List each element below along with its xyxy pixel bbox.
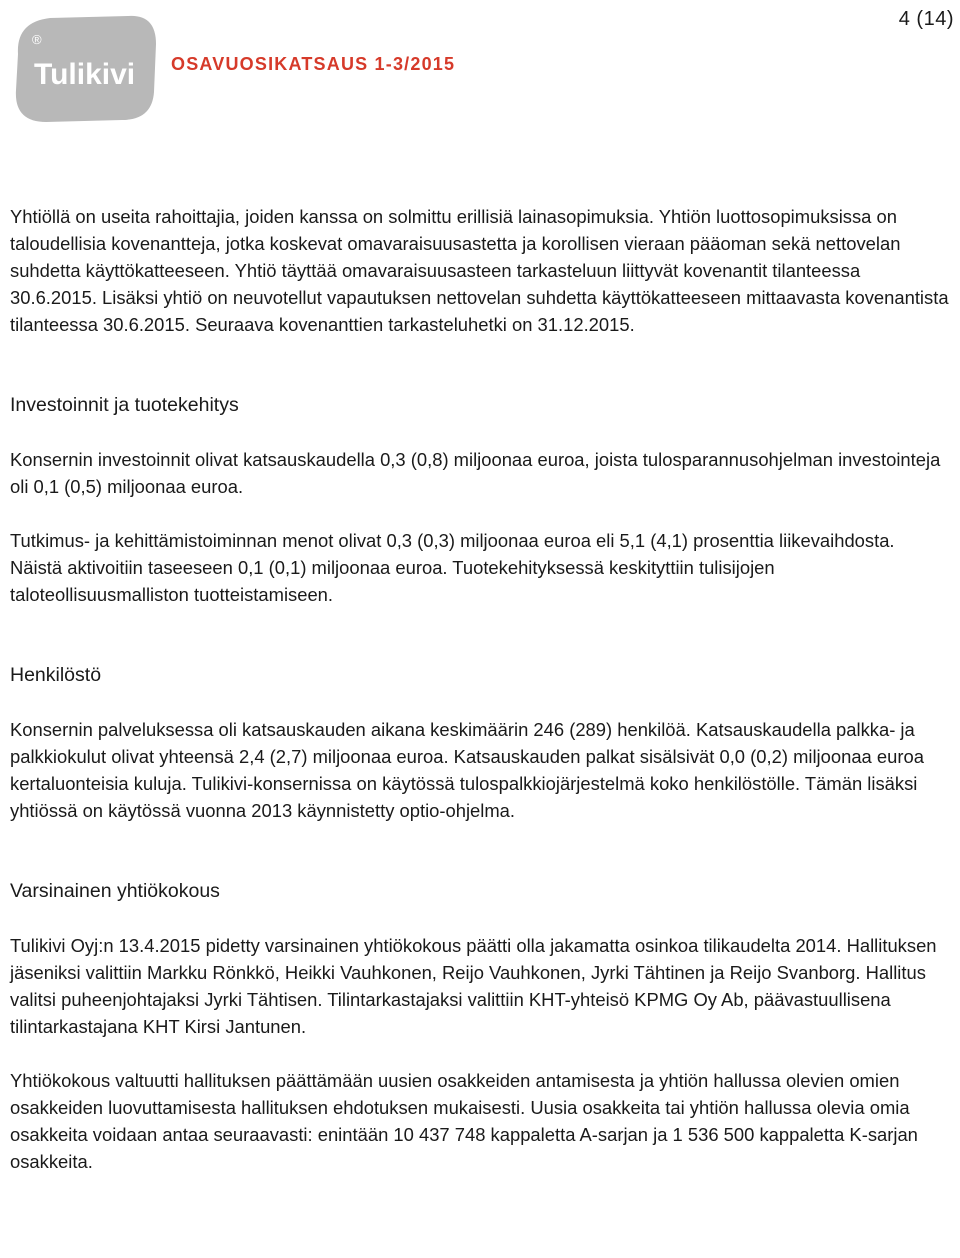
svg-text:®: ® — [32, 32, 42, 47]
investments-paragraph-2: Tutkimus- ja kehittämistoiminnan menot olivat 0,3 (0,3) miljoonaa euroa eli 5,1 (4,1) prosenttia liikevaihdosta. Näistä aktivoitiin taseeseen 0,1 (0,1) miljoonaa euroa. Tuotekehityksessä keskityttiin tulisijojen taloteollisuusmalliston tuotteistamiseen. — [10, 530, 895, 605]
investments-paragraph-1: Konsernin investoinnit olivat katsauskaudella 0,3 (0,8) miljoonaa euroa, joista tulosparannusohjelman investointeja oli 0,1 (0,5) miljoonaa euroa. — [10, 449, 941, 497]
report-title: OSAVUOSIKATSAUS 1-3/2015 — [171, 54, 456, 74]
financing-paragraph: Yhtiöllä on useita rahoittajia, joiden kanssa on solmittu erillisiä lainasopimuksia. Yhtiön luottosopimuksissa on taloudellisia kovenantteja, jotka koskevat omavaraisuusastetta ja korollisen vieraan pääoman sekä nettovelan suhdetta käyttökatteeseen. Yhtiö täyttää omavaraisuusasteen tarkasteluun liittyvät kovenantit tilanteessa 30.6.2015. Lisäksi yhtiö on neuvotellut vapautuksen nettovelan suhdetta käyttökatteeseen mittaavasta kovenantista tilanteessa 30.6.2015. Seuraava kovenanttien tarkasteluhetki on 31.12.2015. — [10, 206, 949, 335]
agm-heading: Varsinainen yhtiökokous — [10, 880, 220, 902]
page-number: 4 (14) — [898, 8, 954, 30]
tulikivi-logo — [10, 14, 158, 124]
investments-heading: Investoinnit ja tuotekehitys — [10, 394, 239, 416]
agm-paragraph-1: Tulikivi Oyj:n 13.4.2015 pidetty varsinainen yhtiökokous päätti olla jakamatta osinkoa tilikaudelta 2014. Hallituksen jäseniksi valittiin Markku Rönkkö, Heikki Vauhkonen, Reijo Vauhkonen, Jyrki Tähtinen ja Reijo Svanborg. Hallitus valitsi puheenjohtajaksi Jyrki Tähtisen. Tilintarkastajaksi valittiin KHT-yhteisö KPMG Oy Ab, päävastuullisena tilintarkastajana KHT Kirsi Jantunen. — [10, 935, 937, 1037]
svg-text:Tulikivi: Tulikivi — [34, 58, 136, 91]
personnel-heading: Henkilöstö — [10, 664, 102, 686]
logo-shape-icon — [10, 14, 158, 124]
document-body — [10, 203, 950, 1175]
agm-paragraph-2: Yhtiökokous valtuutti hallituksen päättämään uusien osakkeiden antamisesta ja yhtiön hallussa olevien omien osakkeiden luovuttamisesta hallituksen ehdotuksen mukaisesti. Uusia osakkeita tai yhtiön hallussa olevia omia osakkeita voidaan antaa seuraavasti: enintään 10 437 748 kappaletta A-sarjan ja 1 536 500 kappaletta K-sarjan osakkeita. — [10, 1070, 918, 1172]
personnel-paragraph: Konsernin palveluksessa oli katsauskauden aikana keskimäärin 246 (289) henkilöä. Katsauskaudella palkka- ja palkkiokulut olivat yhteensä 2,4 (2,7) miljoonaa euroa. Katsauskauden palkat sisälsivät 0,0 (0,2) miljoonaa euroa kertaluonteisia kuluja. Tulikivi-konsernissa on käytössä tulospalkkiojärjestelmä koko henkilöstölle. Tämän lisäksi yhtiössä on käytössä vuonna 2013 käynnistetty optio-ohjelma. — [10, 719, 924, 821]
